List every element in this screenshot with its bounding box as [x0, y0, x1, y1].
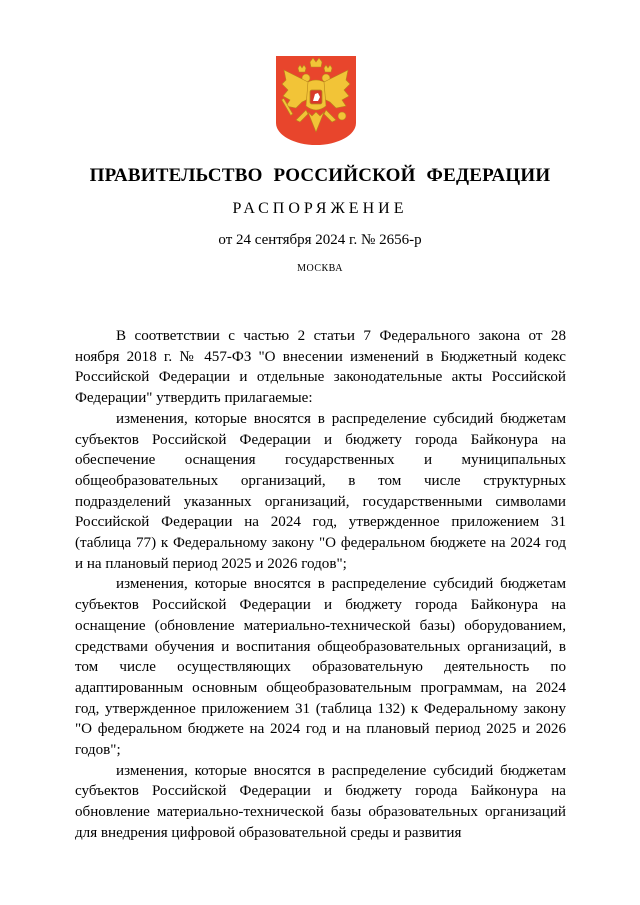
- coat-of-arms-icon: [276, 56, 356, 145]
- government-title: ПРАВИТЕЛЬСТВО РОССИЙСКОЙ ФЕДЕРАЦИИ: [89, 165, 551, 186]
- body-paragraph: В соответствии с частью 2 статьи 7 Федерального закона от 28 ноября 2018 г. № 457-ФЗ "О внесении изменений в Бюджетный кодекс Российской Федерации и отдельные законодательные акты Российской Федерации" утвердить прилагаемые:: [75, 328, 566, 407]
- body-paragraph: изменения, которые вносятся в распределение субсидий бюджетам субъектов Российской Федерации и бюджету города Байконура на оснащение (обновление материально-технической базы) оборудованием, средствами обучения и воспитания общеобразовательных организаций, в том числе осуществляющих образовательную деятельность по адаптированным основным общеобразовательным программам, на 2024 год, утвержденное приложением 31 (таблица 132) к Федеральному закону "О федеральном бюджете на 2024 год и на плановый период 2025 и 2026 годов";: [75, 576, 566, 759]
- document-type: РАСПОРЯЖЕНИЕ: [232, 200, 408, 217]
- body-paragraph: изменения, которые вносятся в распределение субсидий бюджетам субъектов Российской Федерации и бюджету города Байконура на обновление материально-технической базы образовательных организаций для внедрения цифровой образовательной среды и развития: [75, 762, 566, 841]
- document-date-number: от 24 сентября 2024 г. № 2656-р: [218, 232, 422, 248]
- body-paragraph: изменения, которые вносятся в распределение субсидий бюджетам субъектов Российской Федерации и бюджету города Байконура на обеспечение оснащения государственных и муниципальных общеобразовательных организаций, в том числе структурных подразделений указанных организаций, государственными символами Российской Федерации на 2024 год, утвержденное приложением 31 (таблица 77) к Федеральному закону "О федеральном бюджете на 2024 год и на плановый период 2025 и 2026 годов";: [75, 410, 566, 572]
- document-city: МОСКВА: [297, 263, 343, 274]
- document-body: [75, 326, 566, 844]
